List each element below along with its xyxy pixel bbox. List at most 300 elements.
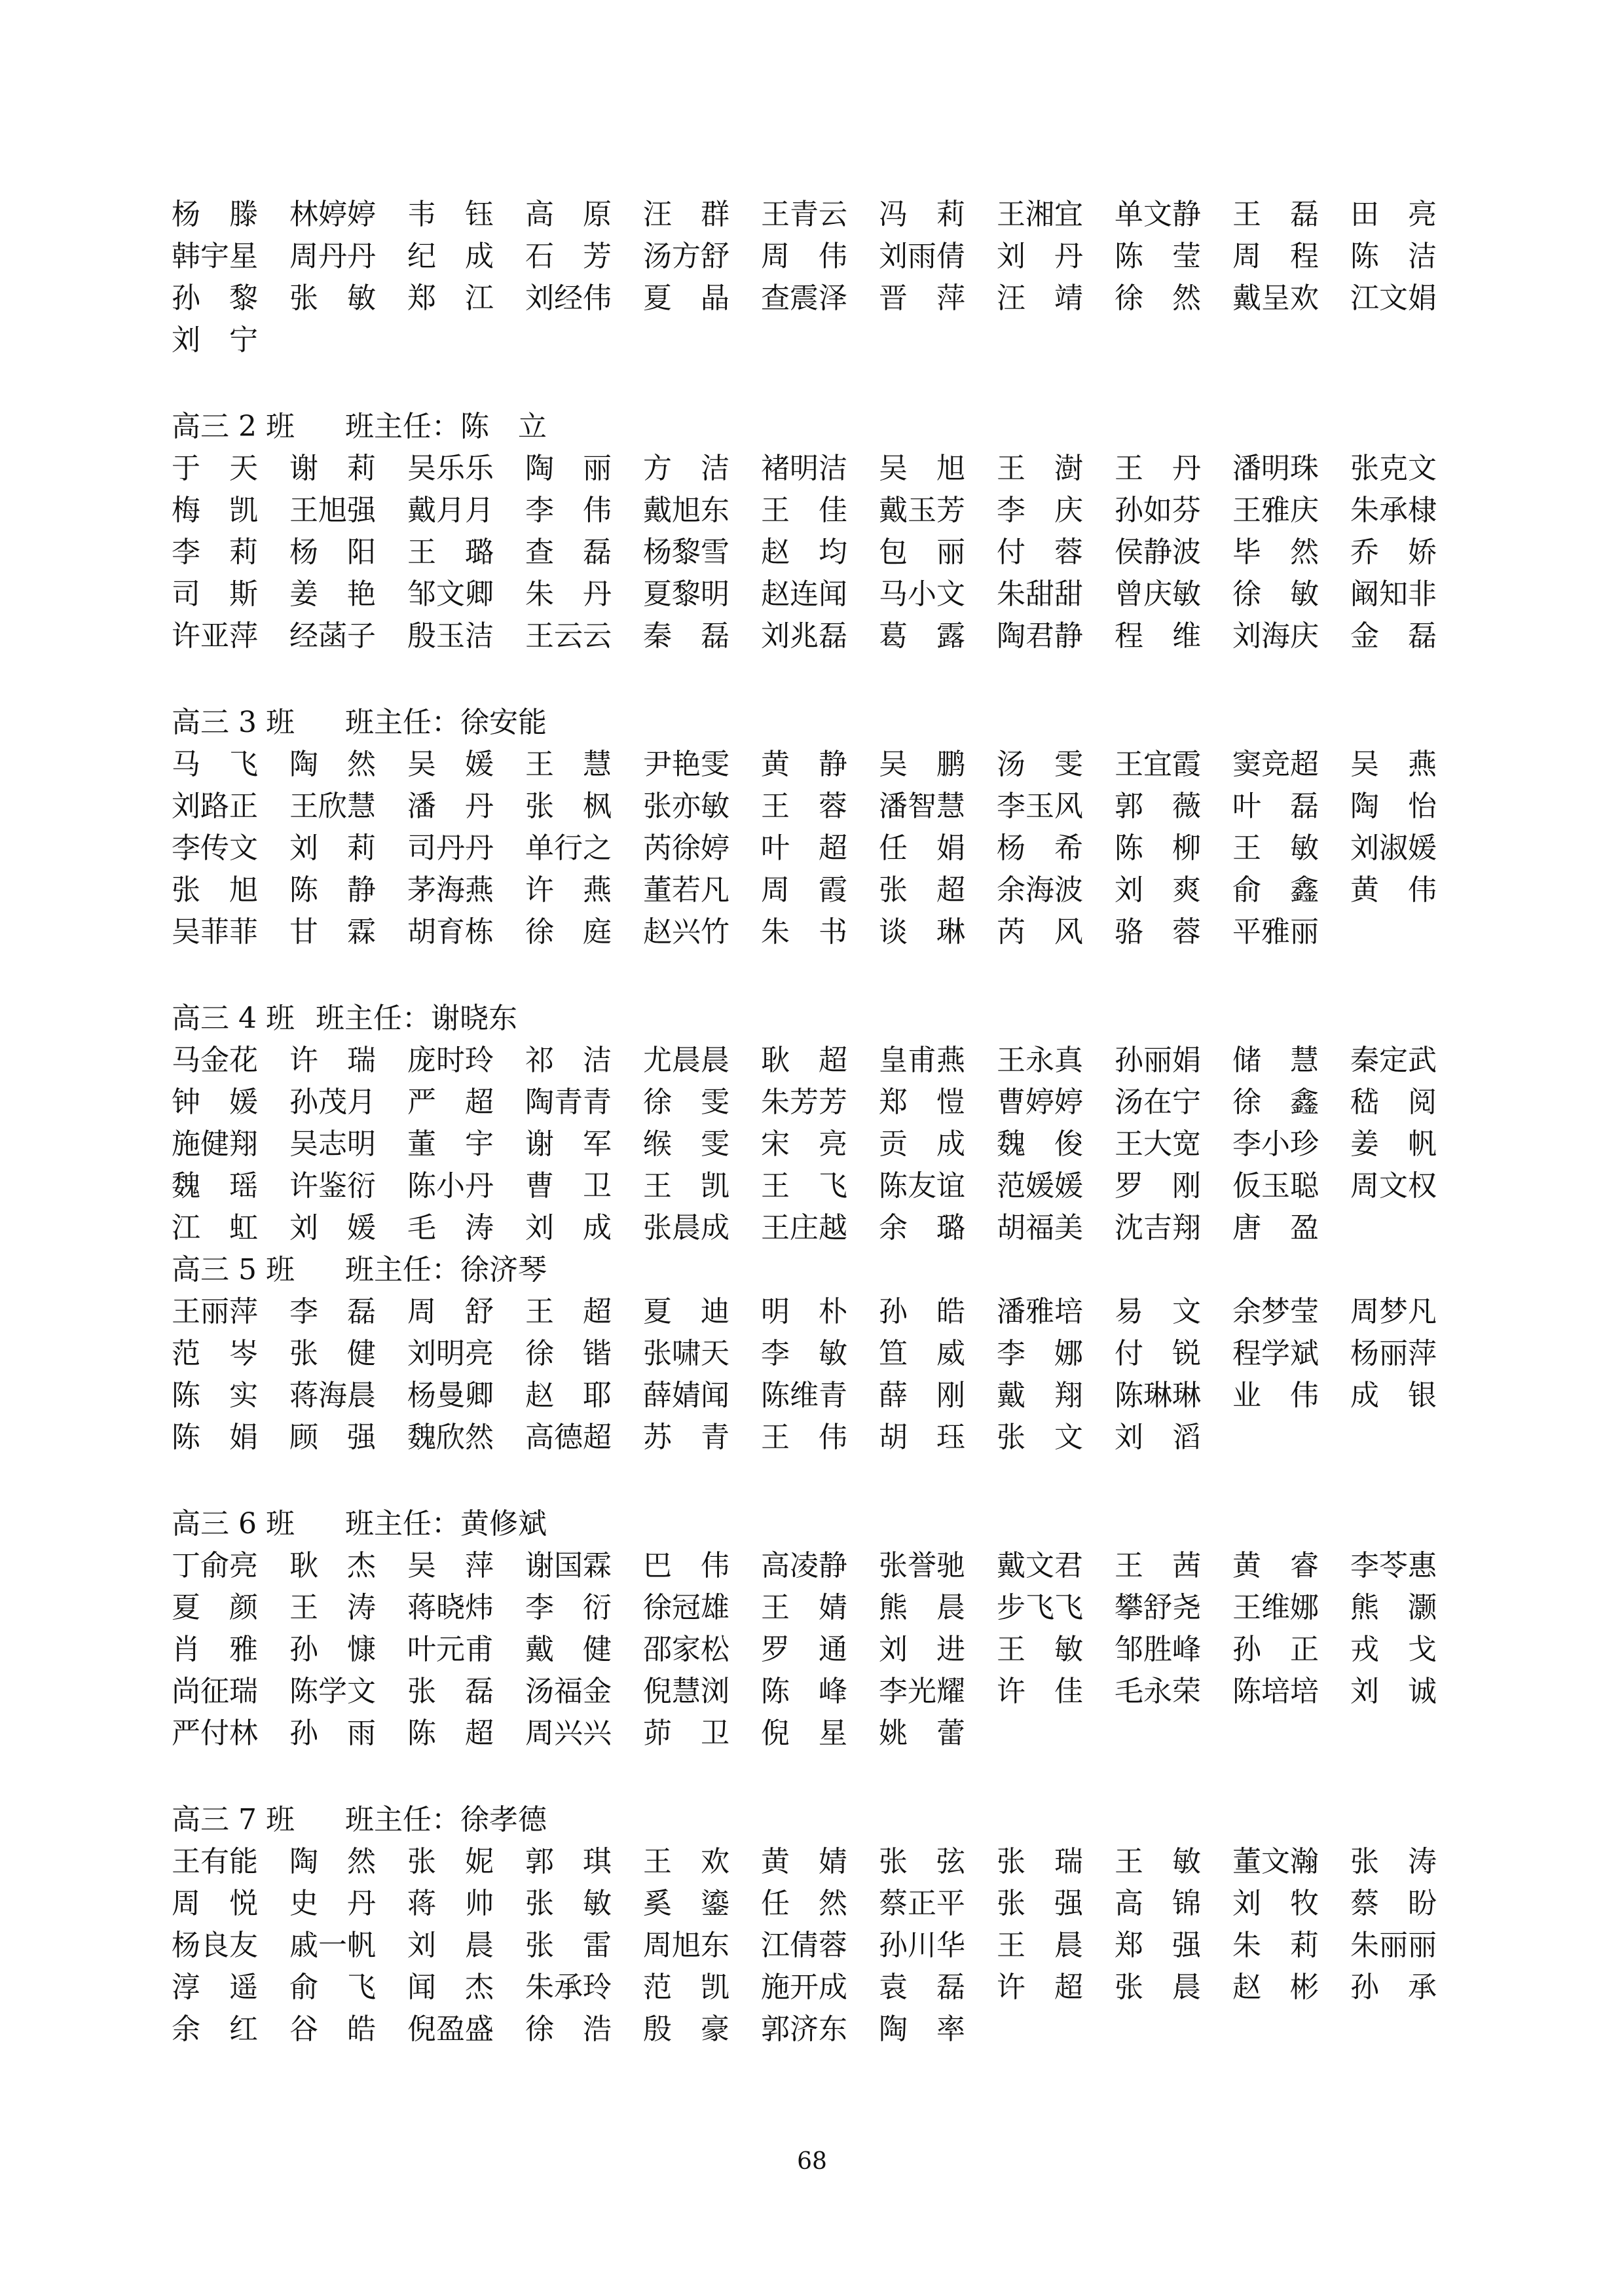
student-name: 夏黎明 — [643, 577, 729, 611]
student-name: 陶青青 — [525, 1085, 612, 1119]
student-name: 徐 敏 — [1232, 577, 1319, 611]
student-name: 包 丽 — [879, 536, 965, 569]
student-name: 张 旭 — [172, 873, 258, 907]
student-name: 赵 均 — [761, 536, 847, 569]
student-name: 熊 晨 — [879, 1591, 965, 1624]
student-name: 夏 迪 — [643, 1295, 729, 1328]
student-name: 董 宇 — [407, 1127, 494, 1161]
student-name: 汤在宁 — [1115, 1085, 1201, 1119]
student-name: 马 飞 — [172, 748, 258, 781]
name-row — [172, 1925, 1437, 1967]
student-name: 倪盈盛 — [407, 2013, 494, 2046]
student-name: 戴呈欢 — [1232, 282, 1319, 315]
student-name: 吴 媛 — [407, 748, 494, 781]
student-name: 刘 晨 — [407, 1929, 494, 1962]
name-row — [172, 1040, 1437, 1082]
student-name: 陈 莹 — [1115, 240, 1201, 273]
student-name: 嵇 阅 — [1350, 1085, 1437, 1119]
student-name: 芮 风 — [997, 915, 1083, 949]
student-name: 孙茂月 — [289, 1085, 376, 1119]
student-name: 刘经伟 — [525, 282, 612, 315]
student-name: 王 欢 — [643, 1845, 729, 1878]
student-name: 许亚萍 — [172, 619, 258, 653]
student-name: 周丹丹 — [289, 240, 376, 273]
name-row — [172, 1375, 1437, 1417]
class-header — [172, 1503, 1416, 1545]
student-name: 杨良友 — [172, 1929, 258, 1962]
student-name: 倪 星 — [761, 1717, 847, 1750]
student-name: 赵连闻 — [761, 577, 847, 611]
student-name: 叶元甫 — [407, 1633, 494, 1666]
student-name: 王 晨 — [997, 1929, 1083, 1962]
student-name: 刘 媛 — [289, 1211, 376, 1245]
student-name: 张啸天 — [643, 1337, 729, 1370]
student-name: 胡福美 — [997, 1211, 1083, 1245]
student-name: 梅 凯 — [172, 494, 258, 527]
student-name: 杨 滕 — [172, 198, 258, 231]
student-name: 朱 书 — [761, 915, 847, 949]
name-row — [172, 1291, 1437, 1333]
student-name: 纪 成 — [407, 240, 494, 273]
student-name: 范媛媛 — [997, 1169, 1083, 1203]
student-name: 成 银 — [1350, 1379, 1437, 1412]
student-name: 韩宇星 — [172, 240, 258, 273]
name-row — [172, 236, 1437, 278]
student-name: 朱 莉 — [1232, 1929, 1319, 1962]
student-name: 王 超 — [525, 1295, 612, 1328]
student-name: 蒋 帅 — [407, 1887, 494, 1920]
section-spacer — [172, 1459, 1416, 1503]
student-name: 仮玉聪 — [1232, 1169, 1319, 1203]
student-name: 董文瀚 — [1232, 1845, 1319, 1878]
student-name: 余 红 — [172, 2013, 258, 2046]
student-name: 王 敏 — [1232, 831, 1319, 865]
student-name: 胡 珏 — [879, 1421, 965, 1454]
student-name: 徐 然 — [1115, 282, 1201, 315]
student-name: 邹文卿 — [407, 577, 494, 611]
student-name: 王雅庆 — [1232, 494, 1319, 527]
student-name: 刘淑媛 — [1350, 831, 1437, 865]
student-name: 张 涛 — [1350, 1845, 1437, 1878]
student-name: 肖 雅 — [172, 1633, 258, 1666]
student-name: 陈学文 — [289, 1675, 376, 1708]
student-name: 张 妮 — [407, 1845, 494, 1878]
student-name: 赵兴竹 — [643, 915, 729, 949]
student-name: 周 程 — [1232, 240, 1319, 273]
student-name: 胡育栋 — [407, 915, 494, 949]
head-teacher: 班主任：徐安能 — [345, 706, 547, 739]
student-name: 宋 亮 — [761, 1127, 847, 1161]
name-row — [172, 828, 1437, 869]
student-name: 潘雅培 — [997, 1295, 1083, 1328]
student-name: 王 伟 — [761, 1421, 847, 1454]
student-name: 尤晨晨 — [643, 1044, 729, 1077]
student-name: 张誉驰 — [879, 1549, 965, 1582]
name-row — [172, 194, 1437, 236]
student-name: 熊 灏 — [1350, 1591, 1437, 1624]
student-name: 侯静波 — [1115, 536, 1201, 569]
student-name: 王宜霞 — [1115, 748, 1201, 781]
student-name: 窦竞超 — [1232, 748, 1319, 781]
student-name: 陈培培 — [1232, 1675, 1319, 1708]
student-name: 汪 靖 — [997, 282, 1083, 315]
student-name: 余海波 — [997, 873, 1083, 907]
student-name: 闻 杰 — [407, 1971, 494, 2004]
student-name: 王欣慧 — [289, 790, 376, 823]
student-name: 单行之 — [525, 831, 612, 865]
student-name: 耿 超 — [761, 1044, 847, 1077]
student-name: 夏 晶 — [643, 282, 729, 315]
student-name: 贡 成 — [879, 1127, 965, 1161]
student-name: 经菡子 — [289, 619, 376, 653]
student-name: 毛 涛 — [407, 1211, 494, 1245]
student-name: 张 磊 — [407, 1675, 494, 1708]
student-name: 程学斌 — [1232, 1337, 1319, 1370]
student-name: 陈 实 — [172, 1379, 258, 1412]
name-row — [172, 448, 1437, 490]
student-name: 王维娜 — [1232, 1591, 1319, 1624]
name-row — [172, 1123, 1437, 1165]
student-name: 秦定武 — [1350, 1044, 1437, 1077]
student-name: 王云云 — [525, 619, 612, 653]
student-name: 张 敏 — [525, 1887, 612, 1920]
student-name: 孙丽娟 — [1115, 1044, 1201, 1077]
class-header — [172, 998, 1416, 1040]
student-name: 张 健 — [289, 1337, 376, 1370]
student-name: 李玉风 — [997, 790, 1083, 823]
student-name: 李 伟 — [525, 494, 612, 527]
student-name: 曹 卫 — [525, 1169, 612, 1203]
student-name: 张 瑞 — [997, 1845, 1083, 1878]
student-name: 孙 黎 — [172, 282, 258, 315]
student-name: 刘 莉 — [289, 831, 376, 865]
student-name: 汤 雯 — [997, 748, 1083, 781]
student-name: 陈 洁 — [1350, 240, 1437, 273]
student-name: 张 弦 — [879, 1845, 965, 1878]
student-name: 姚 蕾 — [879, 1717, 965, 1750]
class-name: 高三 3 班 — [172, 706, 295, 739]
student-name: 许 佳 — [997, 1675, 1083, 1708]
student-name: 王 茜 — [1115, 1549, 1201, 1582]
student-name: 毛永荣 — [1115, 1675, 1201, 1708]
class-header — [172, 1799, 1416, 1841]
class-name: 高三 4 班 — [172, 1002, 295, 1035]
section-spacer — [172, 657, 1416, 702]
student-name: 赵 彬 — [1232, 1971, 1319, 2004]
student-name: 袁 磊 — [879, 1971, 965, 2004]
student-name: 张 枫 — [525, 790, 612, 823]
student-name: 魏欣然 — [407, 1421, 494, 1454]
student-name: 王 慧 — [525, 748, 612, 781]
student-name: 戎 戈 — [1350, 1633, 1437, 1666]
student-name: 李 衍 — [525, 1591, 612, 1624]
student-name: 吴 鹏 — [879, 748, 965, 781]
student-name: 陈 娟 — [172, 1421, 258, 1454]
student-name: 李 庆 — [997, 494, 1083, 527]
student-name: 郭 薇 — [1115, 790, 1201, 823]
student-name: 唐 盈 — [1232, 1211, 1319, 1245]
student-name: 张亦敏 — [643, 790, 729, 823]
student-name: 陶 然 — [289, 1845, 376, 1878]
name-row — [172, 1967, 1437, 2009]
student-name: 司丹丹 — [407, 831, 494, 865]
student-name: 单文静 — [1115, 198, 1201, 231]
student-name: 巴 伟 — [643, 1549, 729, 1582]
student-name: 田 亮 — [1350, 198, 1437, 231]
student-name: 骆 蓉 — [1115, 915, 1201, 949]
student-name: 徐 雯 — [643, 1085, 729, 1119]
class-name: 高三 2 班 — [172, 410, 295, 443]
student-name: 江 虹 — [172, 1211, 258, 1245]
student-name: 刘 诚 — [1350, 1675, 1437, 1708]
name-row — [172, 1629, 1437, 1671]
student-name: 张 文 — [997, 1421, 1083, 1454]
student-name: 陶 率 — [879, 2013, 965, 2046]
student-name: 吴乐乐 — [407, 452, 494, 485]
student-name: 沈吉翔 — [1115, 1211, 1201, 1245]
student-name: 倪慧浏 — [643, 1675, 729, 1708]
student-name: 孙 慷 — [289, 1633, 376, 1666]
student-name: 吴菲菲 — [172, 915, 258, 949]
student-name: 孙 皓 — [879, 1295, 965, 1328]
student-name: 易 文 — [1115, 1295, 1201, 1328]
student-name: 董若凡 — [643, 873, 729, 907]
student-name: 徐 鑫 — [1232, 1085, 1319, 1119]
student-name: 乔 娇 — [1350, 536, 1437, 569]
student-name: 张 晨 — [1115, 1971, 1201, 2004]
student-name: 步飞飞 — [997, 1591, 1083, 1624]
student-name: 罗 刚 — [1115, 1169, 1201, 1203]
student-name: 刘 成 — [525, 1211, 612, 1245]
student-name: 储 慧 — [1232, 1044, 1319, 1077]
student-name: 王 璐 — [407, 536, 494, 569]
student-name: 付 蓉 — [997, 536, 1083, 569]
student-name: 苏 青 — [643, 1421, 729, 1454]
student-name: 黄 静 — [761, 748, 847, 781]
student-name: 戴旭东 — [643, 494, 729, 527]
student-name: 平雅丽 — [1232, 915, 1319, 949]
name-row — [172, 2009, 1416, 2050]
student-name: 刘 进 — [879, 1633, 965, 1666]
student-name: 付 锐 — [1115, 1337, 1201, 1370]
student-name: 淳 遥 — [172, 1971, 258, 2004]
student-name: 王 飞 — [761, 1169, 847, 1203]
student-name: 严 超 — [407, 1085, 494, 1119]
student-name: 查震泽 — [761, 282, 847, 315]
student-name: 吴 旭 — [879, 452, 965, 485]
student-name: 王湘宜 — [997, 198, 1083, 231]
class-name: 高三 6 班 — [172, 1507, 295, 1540]
head-teacher: 班主任：徐济琴 — [345, 1253, 547, 1286]
student-name: 张 雷 — [525, 1929, 612, 1962]
student-name: 明 朴 — [761, 1295, 847, 1328]
student-name: 蔡 盼 — [1350, 1887, 1437, 1920]
student-name: 高 锦 — [1115, 1887, 1201, 1920]
student-name: 谷 皓 — [289, 2013, 376, 2046]
student-name: 许 超 — [997, 1971, 1083, 2004]
student-name: 姜 艳 — [289, 577, 376, 611]
page-number: 68 — [797, 2148, 827, 2175]
student-name: 郑 强 — [1115, 1929, 1201, 1962]
student-name: 司 斯 — [172, 577, 258, 611]
student-name: 高 原 — [525, 198, 612, 231]
student-name: 黄 婧 — [761, 1845, 847, 1878]
student-name: 朱甜甜 — [997, 577, 1083, 611]
student-name: 刘海庆 — [1232, 619, 1319, 653]
name-row — [172, 744, 1437, 786]
student-name: 杨黎雪 — [643, 536, 729, 569]
student-name: 缑 雯 — [643, 1127, 729, 1161]
student-name: 汤福金 — [525, 1675, 612, 1708]
student-name: 茅海燕 — [407, 873, 494, 907]
name-row — [172, 278, 1437, 319]
head-teacher: 班主任：谢晓东 — [316, 1002, 517, 1035]
student-name: 刘 宁 — [172, 323, 258, 357]
student-name: 殷 豪 — [643, 2013, 729, 2046]
student-name: 戴玉芳 — [879, 494, 965, 527]
student-name: 史 丹 — [289, 1887, 376, 1920]
student-name: 于 天 — [172, 452, 258, 485]
student-name: 潘 丹 — [407, 790, 494, 823]
student-name: 韦 钰 — [407, 198, 494, 231]
student-name: 李 敏 — [761, 1337, 847, 1370]
head-teacher: 班主任：徐孝德 — [345, 1803, 547, 1836]
student-name: 攀舒尧 — [1115, 1591, 1201, 1624]
student-name: 李传文 — [172, 831, 258, 865]
student-name: 施健翔 — [172, 1127, 258, 1161]
student-name: 范 岑 — [172, 1337, 258, 1370]
name-row — [172, 911, 1416, 953]
student-name: 耿 杰 — [289, 1549, 376, 1582]
student-name: 余 璐 — [879, 1211, 965, 1245]
name-row — [172, 1841, 1437, 1883]
student-name: 马金花 — [172, 1044, 258, 1077]
name-row — [172, 1545, 1437, 1587]
student-name: 潘智慧 — [879, 790, 965, 823]
student-name: 汪 群 — [643, 198, 729, 231]
student-name: 杨 希 — [997, 831, 1083, 865]
student-name: 王大宽 — [1115, 1127, 1201, 1161]
student-name: 王 磊 — [1232, 198, 1319, 231]
student-name: 刘明亮 — [407, 1337, 494, 1370]
student-name: 周 霞 — [761, 873, 847, 907]
student-name: 魏 俊 — [997, 1127, 1083, 1161]
student-name: 程 维 — [1115, 619, 1201, 653]
student-name: 谢 莉 — [289, 452, 376, 485]
student-name: 吴 萍 — [407, 1549, 494, 1582]
name-row — [172, 1587, 1437, 1629]
student-name: 陶 然 — [289, 748, 376, 781]
class-name: 高三 7 班 — [172, 1803, 295, 1836]
student-name: 王 敏 — [1115, 1845, 1201, 1878]
student-name: 林婷婷 — [289, 198, 376, 231]
student-name: 薛 刚 — [879, 1379, 965, 1412]
student-name: 蔡正平 — [879, 1887, 965, 1920]
student-name: 吴 燕 — [1350, 748, 1437, 781]
student-name: 王 涛 — [289, 1591, 376, 1624]
student-name: 高凌静 — [761, 1549, 847, 1582]
student-name: 甘 霖 — [289, 915, 376, 949]
student-name: 叶 超 — [761, 831, 847, 865]
student-name: 谢国霖 — [525, 1549, 612, 1582]
student-name: 孙如芬 — [1115, 494, 1201, 527]
section-spacer — [172, 361, 1416, 406]
student-name: 王 蓉 — [761, 790, 847, 823]
student-name: 郑 愷 — [879, 1085, 965, 1119]
student-name: 秦 磊 — [643, 619, 729, 653]
student-name: 谈 琳 — [879, 915, 965, 949]
student-name: 金 磊 — [1350, 619, 1437, 653]
student-name: 毕 然 — [1232, 536, 1319, 569]
student-name: 冯 莉 — [879, 198, 965, 231]
student-name: 江倩蓉 — [761, 1929, 847, 1962]
student-name: 王 敏 — [997, 1633, 1083, 1666]
student-name: 高德超 — [525, 1421, 612, 1454]
name-row — [172, 1165, 1437, 1207]
student-name: 邵家松 — [643, 1633, 729, 1666]
student-name: 王丽萍 — [172, 1295, 258, 1328]
student-name: 黄 睿 — [1232, 1549, 1319, 1582]
student-name: 李 磊 — [289, 1295, 376, 1328]
head-teacher: 班主任：陈 立 — [345, 410, 547, 443]
student-name: 王旭强 — [289, 494, 376, 527]
student-name: 陈 峰 — [761, 1675, 847, 1708]
name-row — [172, 490, 1437, 532]
student-name: 任 然 — [761, 1887, 847, 1920]
student-name: 李光耀 — [879, 1675, 965, 1708]
student-name: 张 超 — [879, 873, 965, 907]
name-row — [172, 574, 1437, 615]
student-name: 朱丽丽 — [1350, 1929, 1437, 1962]
section-spacer — [172, 953, 1416, 998]
student-name: 范 凯 — [643, 1971, 729, 2004]
student-name: 王永真 — [997, 1044, 1083, 1077]
name-row — [172, 1883, 1437, 1925]
student-name: 祁 洁 — [525, 1044, 612, 1077]
head-teacher: 班主任：黄修斌 — [345, 1507, 547, 1540]
student-name: 褚明洁 — [761, 452, 847, 485]
student-name: 张克文 — [1350, 452, 1437, 485]
student-name: 晋 萍 — [879, 282, 965, 315]
student-name: 刘路正 — [172, 790, 258, 823]
student-name: 曹婷婷 — [997, 1085, 1083, 1119]
student-name: 刘兆磊 — [761, 619, 847, 653]
student-name: 孙 承 — [1350, 1971, 1437, 2004]
student-name: 陈 超 — [407, 1717, 494, 1750]
student-name: 吴志明 — [289, 1127, 376, 1161]
student-name: 朱承棣 — [1350, 494, 1437, 527]
student-name: 刘 爽 — [1115, 873, 1201, 907]
student-name: 庞时玲 — [407, 1044, 494, 1077]
student-name: 许 燕 — [525, 873, 612, 907]
student-name: 朱 丹 — [525, 577, 612, 611]
student-name: 俞 飞 — [289, 1971, 376, 2004]
student-name: 戚一帆 — [289, 1929, 376, 1962]
student-name: 孙 正 — [1232, 1633, 1319, 1666]
name-row — [172, 1713, 1416, 1755]
name-row — [172, 869, 1437, 911]
student-name: 李小珍 — [1232, 1127, 1319, 1161]
student-name: 任 娟 — [879, 831, 965, 865]
student-name: 葛 露 — [879, 619, 965, 653]
student-name: 陈琳琳 — [1115, 1379, 1201, 1412]
student-name: 戴月月 — [407, 494, 494, 527]
student-name: 陶 怡 — [1350, 790, 1437, 823]
student-name: 王 佳 — [761, 494, 847, 527]
student-name: 杨 阳 — [289, 536, 376, 569]
student-name: 徐 庭 — [525, 915, 612, 949]
student-name: 朱芳芳 — [761, 1085, 847, 1119]
